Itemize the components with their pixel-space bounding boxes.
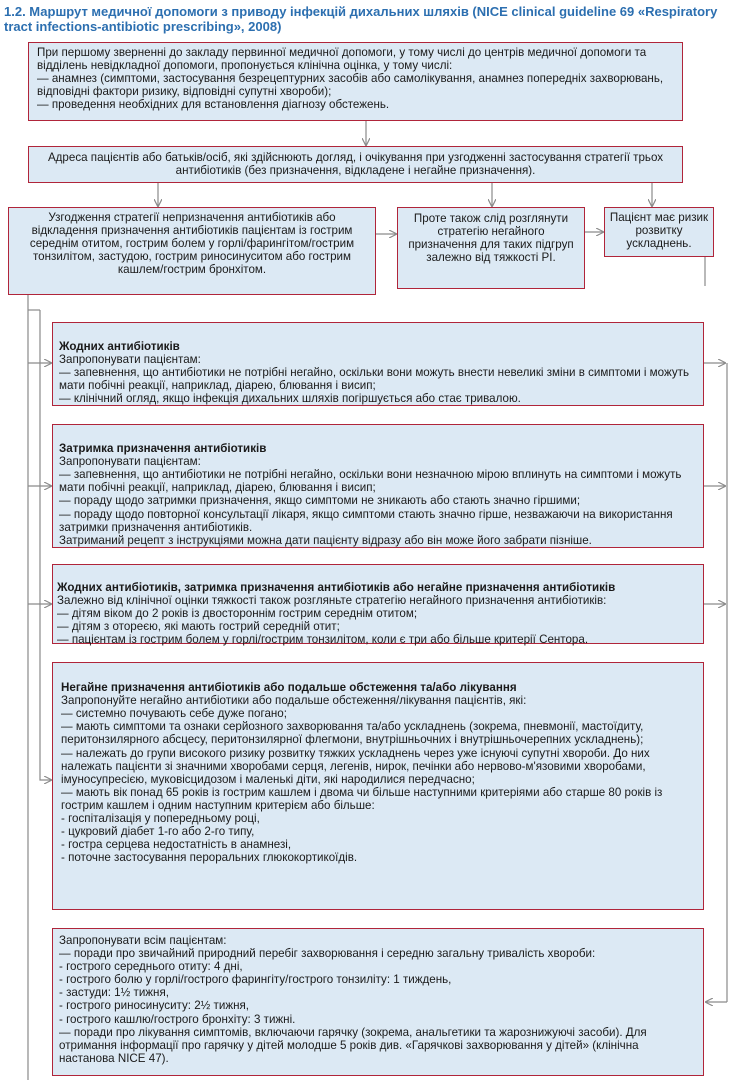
immediate-subgroups-box: Проте також слід розглянути стратегію негайного призначення для таких підгруп залежно від тяжкості РІ. (397, 207, 585, 289)
page-title: 1.2. Маршрут медичної допомоги з приводу інфекцій дихальних шляхів (NICE clinical guideline 69 «Respiratory tract infections-antibiotic prescribing», 2008) (4, 4, 718, 34)
no-antibiotics-heading: Жодних антибіотиків (59, 340, 180, 354)
delayed-prescribing-heading: Затримка призначення антибіотиків (59, 442, 267, 456)
combined-strategy-box (52, 564, 704, 647)
strategy-discussion-box: Адреса пацієнтів або батьків/осіб, які здійснюють догляд, і очікування при узгодженні застосування стратегії трьох антибіотиків (без призначення, відкладене і негайне призначення). (28, 146, 683, 183)
combined-strategy-body: Залежно від клінічної оцінки тяжкості також розгляньте стратегію негайного призначення антибіотиків: — дітям віком до 2 років із двостороннім гострим середнім отитом; — дітям з отореєю, які мають гострий середній отит; — пацієнтам із гострим болем у горлі/гострим тонзилітом, коли є три або більше критерії Сентора. (57, 594, 607, 647)
no-antibiotics-box (52, 322, 704, 406)
no-or-delayed-strategy-box: Узгодження стратегії непризначення антибіотиків або відкладення призначення антибіотиків пацієнтам із гострим середнім отитом, гострим болем у горлі/фарингітом/гострим тонзилітом, застудою, гострим риносинуситом або гострим кашлем/гострим бронхітом. (8, 207, 376, 295)
arrow-to-b9 (40, 310, 51, 780)
advice-all-patients-box: Запропонувати всім пацієнтам: — поради про звичайний природний перебіг захворювання і середню загальну тривалість хвороби: - гострого середнього отиту: 4 дні, - гострого болю у горлі/гострого фарингіту/гострого тонзиліту: 1 тиждень, - застуди: 1½ тижня, - гострого риносинуситу: 2½ тижня, - гострого кашлю/гострого бронхіту: 3 тижні. — поради про лікування симптомів, включаючи гарячку (зокрема, анальгетики та жарознижуючі засоби). Для отримання інформації про гарячку у дітей молодше 5 років див. «Гарячкові захворювання у дітей» (клінічна настанова NICE 47). (52, 928, 704, 1076)
delayed-prescribing-box (52, 424, 704, 548)
immediate-prescribing-heading: Негайне призначення антибіотиків або подальше обстеження та/або лікування (61, 681, 517, 695)
delayed-prescribing-body: Запропонувати пацієнтам: — запевнення, що антибіотики не потрібні негайно, оскільки вони незначною мірою вплинуть на симптоми і можуть мати побічні реакції, наприклад, діарею, блювання і висип; — пораду щодо затримки призначення, якщо симптоми не зникають або стають значно гіршими; — пораду щодо повторної консультації лікаря, якщо симптоми стають значно гірше, незважаючи на використання затримки призначення антибіотиків. Затриманий рецепт з інструкціями можна дати пацієнту відразу або він може його забрати пізніше. (59, 455, 682, 547)
complication-risk-box: Пацієнт має ризик розвитку ускладнень. (604, 207, 714, 257)
immediate-prescribing-box (52, 662, 704, 910)
no-antibiotics-body: Запропонувати пацієнтам: — запевнення, що антибіотики не потрібні негайно, оскільки вони можуть внести невеликі зміни в симптоми і можуть мати побічні реакції, наприклад, діарею, блювання і висип; — клінічний огляд, якщо інфекція дихальних шляхів погіршується або стає тривалою. (59, 353, 690, 406)
immediate-prescribing-body: Запропонуйте негайно антибіотики або подальше обстеження/лікування пацієнтів, які: — системно почувають себе дуже погано; — мають симптоми та ознаки серйозного захворювання та/або ускладнень (зокрема, пневмонії, мастоїдиту, перитонзилярного абсцесу, перитонзилярної флегмони, внутрішньочних і внутрішньочерепних ускладнень); — належать до групи високого ризику розвитку тяжких ускладнень через уже існуючі супутні хвороби. До них належать пацієнти зі значними хворобами серця, легенів, нирок, печінки або нервово-м'язовими хворобами, імуносупресією, муковісцидозом і маленькі діти, які народилися передчасно; — мають вік понад 65 років із гострим кашлем і двома чи більше наступними критеріями або старше 80 років із гострим кашлем і одним наступним критерієм або більше: - госпіталізація у попередньому році, - цукровий діабет 1-го або 2-го типу, - гостра серцева недостатність в анамнезі, - поточне застосування пероральних глюкокортикоїдів. (61, 694, 663, 865)
combined-strategy-heading: Жодних антибіотиків, затримка призначення антибіотиків або негайне призначення антибіотиків (57, 581, 616, 595)
initial-assessment-box: При першому зверненні до закладу первинної медичної допомоги, у тому числі до центрів медичної допомоги та відділень невідкладної допомоги, пропонується клінічна оцінка, у тому числі: — анамнез (симптоми, застосування безрецептурних засобів або самолікування, анамнез попередніх захворювань, відповідні фактори ризику, відповідні супутні хвороби); — проведення необхідних для встановлення діагнозу обстежень. (28, 42, 683, 121)
